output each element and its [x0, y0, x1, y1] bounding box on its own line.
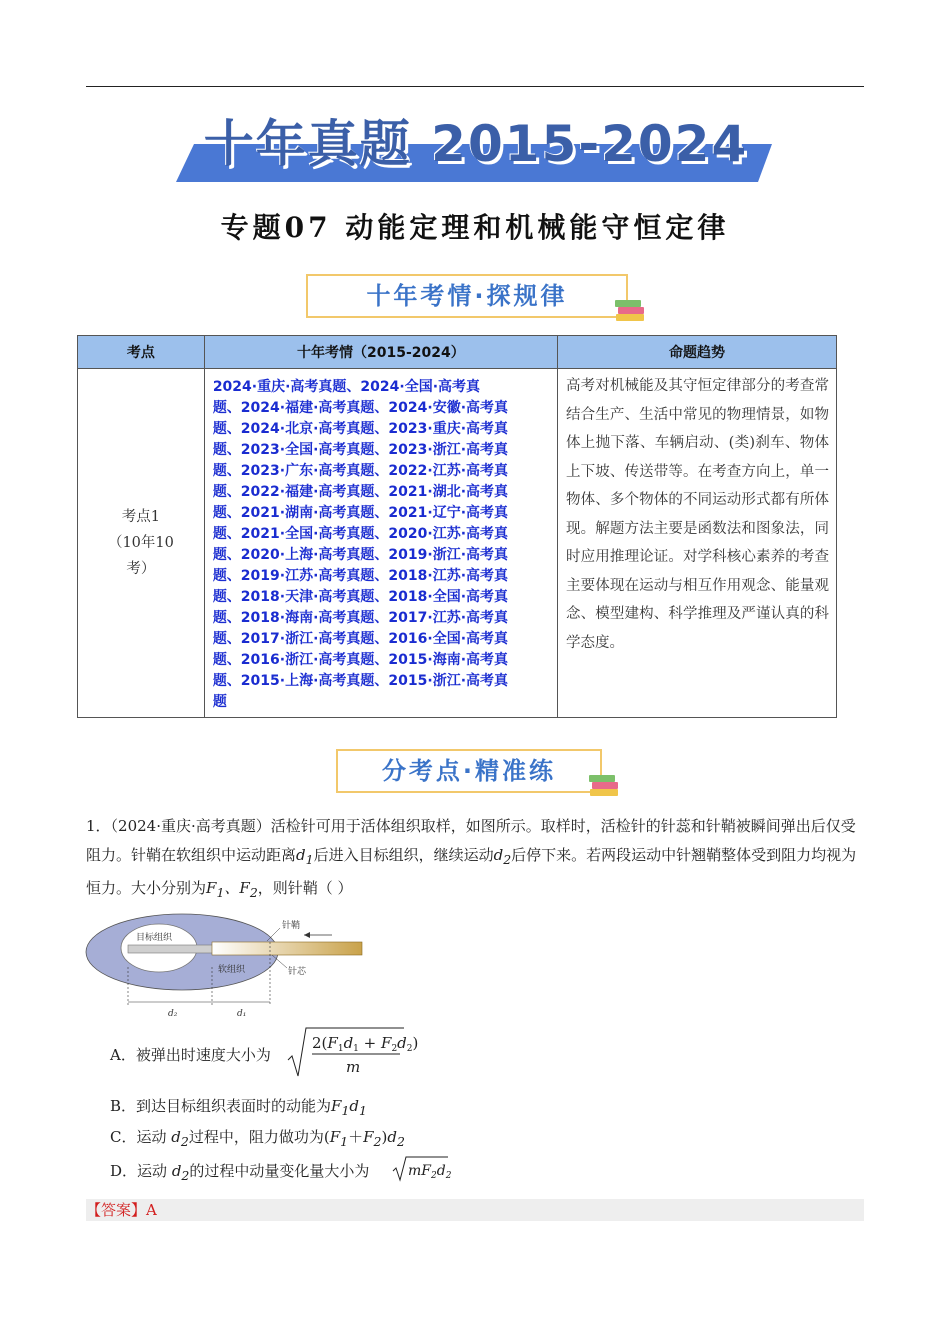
- trend-cell: 高考对机械能及其守恒定律部分的考查常结合生产、生活中常见的物理情景，如物体上抛下落、车辆启动、(类)刹车、物体上下坡、传送带等。在考查方向上，单一物体、多个物体的不同运动形式都有所体现。解题方法主要是函数法和图象法，同时应用推理论证。对学科核心素养的考查主要体现在运动与相互作用观念、能量观念、模型建构、科学推理及严谨认真的科学态度。: [558, 369, 837, 718]
- label-needle-core: 针芯: [288, 967, 307, 977]
- option-c-text: 过程中，阻力做功为: [188, 1128, 324, 1146]
- option-c-math: $(F_1+F_2)d_2$: [323, 1128, 405, 1149]
- option-c-prefix: C．: [110, 1128, 137, 1146]
- source-line: 2024·重庆·高考真题、2024·全国·高考真: [212, 379, 481, 395]
- source-line: 题、2016·浙江·高考真题、2015·海南·高考真: [212, 652, 509, 668]
- question-text: 后进入目标组织，继续运动: [313, 846, 494, 864]
- label-d2: d₂: [168, 1009, 178, 1019]
- option-d-text: 的过程中动量变化量大小为: [189, 1162, 370, 1180]
- option-d-math-d2: $d_2$: [167, 1162, 190, 1183]
- option-d-formula: [392, 1155, 450, 1183]
- option-d-prefix: D．: [110, 1162, 138, 1180]
- answer-value: A: [146, 1201, 157, 1219]
- biopsy-needle-figure: [84, 914, 344, 1024]
- svg-text:2(F1d1 + F2d2): $2(F_1d_1 + F_2d_2)$: [312, 1034, 419, 1054]
- option-a-prefix: A．: [110, 1046, 136, 1064]
- section-badge-practice-label: 分考点·精准练: [381, 757, 557, 785]
- section-badge-trends-label: 十年考情·探规律: [366, 282, 568, 310]
- top-rule: [86, 86, 864, 87]
- label-needle-sheath: 针鞘: [282, 921, 301, 931]
- source-line: 题、2023·广东·高考真题、2022·江苏·高考真: [212, 463, 509, 479]
- option-d: [110, 1160, 369, 1183]
- point-line: 考点1: [121, 509, 161, 525]
- option-b-text: 到达目标组织表面时的动能为: [136, 1097, 332, 1115]
- header-trend: 命题趋势: [558, 336, 837, 369]
- point-line: 考）: [126, 561, 156, 577]
- option-c-text: 运动: [136, 1128, 167, 1146]
- source-line: 题、2021·湖南·高考真题、2021·辽宁·高考真: [212, 505, 509, 521]
- question-number: 1．: [86, 817, 111, 835]
- question-source: （2024·重庆·高考真题）: [110, 817, 271, 835]
- question-text: 后停下来。若两段运动中针翘鞘整体受到阻力均视为恒力。大小分别为: [86, 846, 857, 897]
- source-line: 题、2015·上海·高考真题、2015·浙江·高考真: [212, 673, 509, 689]
- answer-label: 【答案】: [86, 1201, 147, 1219]
- subject-title: 专题07 动能定理和机械能守恒定律: [220, 211, 730, 244]
- title-banner: [176, 108, 776, 188]
- point-cell: [78, 369, 205, 718]
- exam-table: [77, 335, 837, 718]
- source-line: 题: [212, 694, 227, 710]
- source-line: 题、2017·浙江·高考真题、2016·全国·高考真: [212, 631, 509, 647]
- banner-title: 十年真题 2015-2024: [203, 115, 749, 173]
- source-line: 题、2023·全国·高考真题、2023·浙江·高考真: [212, 442, 509, 458]
- svg-text:mF2d2: $mF_2d_2$: [408, 1163, 452, 1181]
- source-line: 题、2019·江苏·高考真题、2018·江苏·高考真: [212, 568, 509, 584]
- math-d1: $d_1$: [296, 846, 314, 867]
- option-a-formula: [286, 1026, 419, 1080]
- label-target-tissue: 目标组织: [136, 933, 173, 943]
- header-sources: 十年考情（2015-2024）: [204, 336, 557, 369]
- answer-bar: [86, 1199, 864, 1221]
- question-text: ，则针鞘（ ）: [257, 879, 353, 897]
- label-soft-tissue: 软组织: [218, 965, 246, 975]
- section-badge-practice: [336, 749, 602, 793]
- option-d-text: 运动: [137, 1162, 168, 1180]
- option-b-math: $F_1d_1$: [331, 1097, 367, 1118]
- option-b: [110, 1095, 367, 1118]
- math-f1-f2: $F_1$、$F_2$: [206, 879, 258, 900]
- option-c: [110, 1126, 405, 1149]
- label-d1: d₁: [237, 1009, 247, 1019]
- source-line: 题、2018·天津·高考真题、2018·全国·高考真: [212, 589, 509, 605]
- header-point: 考点: [78, 336, 205, 369]
- question-text: 活检针可用于活体组织取样，如图所示。取样时，活检针的针蕊和针鞘被瞬间弹出后仅受阻力。针鞘在软组织中运动距离: [86, 817, 856, 864]
- source-line: 题、2024·北京·高考真题、2023·重庆·高考真: [212, 421, 509, 437]
- source-line: 题、2020·上海·高考真题、2019·浙江·高考真: [212, 547, 509, 563]
- math-d2: $d_2$: [493, 846, 512, 867]
- source-line: 题、2024·福建·高考真题、2024·安徽·高考真: [212, 400, 509, 416]
- option-c-math-d2: $d_2$: [166, 1128, 189, 1149]
- point-line: （10年10: [107, 535, 174, 551]
- books-icon: [588, 773, 622, 799]
- source-line: 题、2022·福建·高考真题、2021·湖北·高考真: [212, 484, 509, 500]
- source-line: 题、2021·全国·高考真题、2020·江苏·高考真: [212, 526, 509, 542]
- sources-cell: [204, 369, 557, 718]
- table-header-row: [78, 336, 837, 369]
- svg-text:m: m: [346, 1058, 361, 1076]
- source-line: 题、2018·海南·高考真题、2017·江苏·高考真: [212, 610, 509, 626]
- table-row: [78, 369, 837, 718]
- section-badge-trends: [306, 274, 628, 318]
- option-b-prefix: B．: [110, 1097, 137, 1115]
- option-a: [110, 1044, 271, 1065]
- books-icon: [614, 298, 648, 324]
- question-1: [86, 812, 866, 907]
- option-a-text: 被弹出时速度大小为: [135, 1046, 271, 1064]
